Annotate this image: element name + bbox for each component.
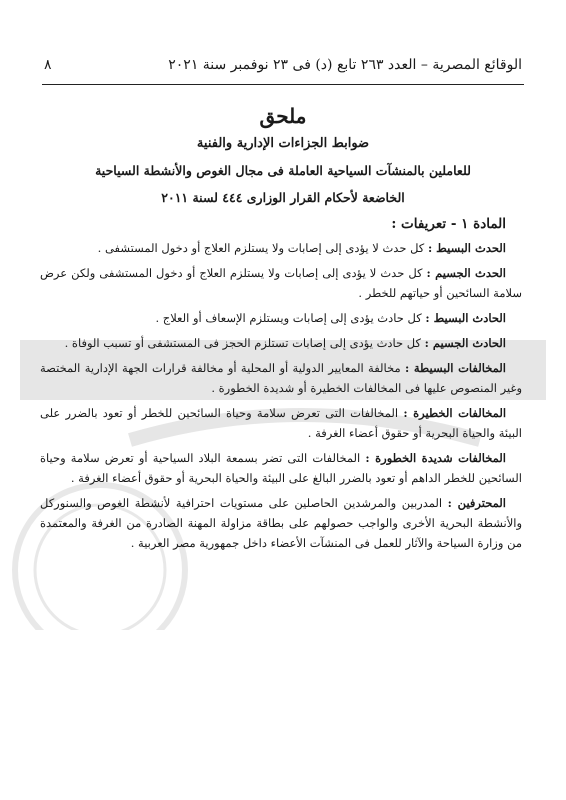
definition-term: المخالفات شديدة الخطورة :: [365, 451, 507, 465]
subtitle-1: ضوابط الجزاءات الإدارية والفنية: [196, 136, 370, 151]
definitions-list: [40, 238, 522, 558]
definition-term: المخالفات البسيطة :: [404, 361, 507, 375]
definition-text: كل حدث لا يؤدى إلى إصابات ولا يستلزم العلاج أو دخول المستشفى .: [97, 241, 425, 255]
running-header: [44, 57, 522, 73]
definition-text: المخالفات التى تعرض سلامة وحياة السائحين للخطر أو تعود بالضرر على البيئة والحياة البحرية أو حقوق أعضاء الغرفة .: [40, 406, 522, 440]
definition-term: الحدث البسيط :: [427, 241, 506, 255]
definition-text: المدربين والمرشدين الحاصلين على مستويات احترافية لأنشطة الغوص والسنوركل والأنشطة البحرية الأخرى والواجب حصولهم على بطاقة مزاولة المهنة الصادرة من الغرفة والمعتمدة من وزارة السياحة والآثار للعمل فى المنشآت الأعضاء داخل جمهورية مصر العربية .: [40, 496, 522, 550]
definition-item: [40, 403, 522, 443]
definition-item: [40, 333, 522, 353]
definition-item: [40, 238, 522, 258]
article-heading: المادة ١ - تعريفات :: [391, 216, 506, 232]
page-number: ٨: [44, 57, 52, 73]
definition-text: مخالفة المعايير الدولية أو المحلية أو مخالفة قرارات الجهة الإدارية المختصة وغير المنصوص عليها فى المخالفات الخطيرة أو شديدة الخطورة .: [40, 361, 522, 395]
definition-term: المخالفات الخطيرة :: [403, 406, 507, 420]
running-title: الوقائع المصرية – العدد ٢٦٣ تابع (د) فى ٢٣ نوفمبر سنة ٢٠٢١: [168, 57, 522, 73]
subtitle-3: الخاضعة لأحكام القرار الوزارى ٤٤٤ لسنة ٢٠١١: [161, 190, 405, 205]
definition-item: [40, 263, 522, 303]
definition-text: المخالفات التى تضر بسمعة البلاد السياحية أو تعرض سلامة وحياة السائحين للخطر الداهم أو تعود بالضرر البالغ على البيئة والحياة البحرية أو حقوق أعضاء الغرفة .: [40, 451, 522, 485]
definition-term: الحادث البسيط :: [425, 311, 506, 325]
page-title: ملحق: [259, 104, 307, 128]
subtitle-2: للعاملين بالمنشآت السياحية العاملة فى مجال الغوص والأنشطة السياحية: [95, 163, 471, 178]
definition-term: الحادث الجسيم :: [424, 336, 506, 350]
definition-term: الحدث الجسيم :: [426, 266, 506, 280]
definition-item: [40, 308, 522, 328]
definition-text: كل حادث يؤدى إلى إصابات ويستلزم الإسعاف أو العلاج .: [155, 311, 422, 325]
definition-item: [40, 448, 522, 488]
definition-term: المحترفين :: [447, 496, 506, 510]
definition-text: كل حدث لا يؤدى إلى إصابات ولا يستلزم العلاج أو دخول المستشفى ولكن عرض سلامة السائحين أو حياتهم للخطر .: [40, 266, 522, 300]
definition-item: [40, 358, 522, 398]
header-divider: [42, 84, 524, 85]
definition-text: كل حادث يؤدى إلى إصابات تستلزم الحجز فى المستشفى أو تسبب الوفاة .: [64, 336, 421, 350]
definition-item: [40, 493, 522, 553]
